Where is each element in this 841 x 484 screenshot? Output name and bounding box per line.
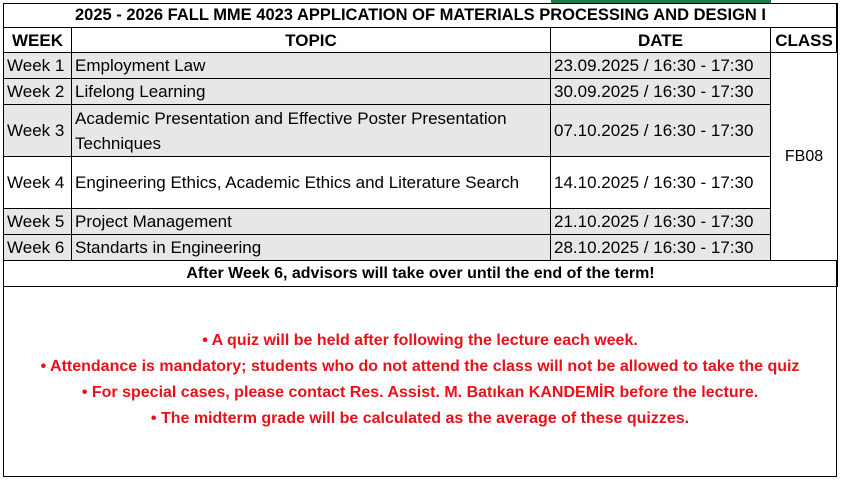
week-cell: Week 1 bbox=[4, 53, 72, 79]
week-cell: Week 3 bbox=[4, 105, 72, 157]
date-cell: 21.10.2025 / 16:30 - 17:30 bbox=[551, 209, 771, 235]
topic-cell: Academic Presentation and Effective Poster Presentation Techniques bbox=[72, 105, 551, 157]
table-row bbox=[4, 209, 838, 235]
topic-cell: Standarts in Engineering bbox=[72, 235, 551, 261]
note-line: • For special cases, please contact Res. Assist. M. Batıkan KANDEMİR before the lecture. bbox=[81, 384, 759, 401]
date-cell: 28.10.2025 / 16:30 - 17:30 bbox=[551, 235, 771, 261]
header-date: DATE bbox=[551, 28, 771, 53]
topic-cell: Employment Law bbox=[72, 53, 551, 79]
table-row bbox=[4, 79, 838, 105]
table-row bbox=[4, 157, 838, 209]
schedule-table bbox=[3, 3, 838, 287]
topic-cell: Lifelong Learning bbox=[72, 79, 551, 105]
date-cell: 14.10.2025 / 16:30 - 17:30 bbox=[551, 157, 771, 209]
page-title: 2025 - 2026 FALL MME 4023 APPLICATION OF MATERIALS PROCESSING AND DESIGN I bbox=[4, 4, 838, 28]
notes-block bbox=[4, 328, 836, 432]
topic-cell: Engineering Ethics, Academic Ethics and Literature Search bbox=[72, 157, 551, 209]
date-cell: 30.09.2025 / 16:30 - 17:30 bbox=[551, 79, 771, 105]
class-cell: FB08 bbox=[771, 53, 838, 261]
note-line: • Attendance is mandatory; students who do not attend the class will not be allowed to take the quiz bbox=[40, 358, 800, 375]
date-cell: 23.09.2025 / 16:30 - 17:30 bbox=[551, 53, 771, 79]
week-cell: Week 6 bbox=[4, 235, 72, 261]
week-cell: Week 4 bbox=[4, 157, 72, 209]
table-row bbox=[4, 105, 838, 157]
date-cell: 07.10.2025 / 16:30 - 17:30 bbox=[551, 105, 771, 157]
note-line: • The midterm grade will be calculated as the average of these quizzes. bbox=[150, 410, 690, 427]
week-cell: Week 5 bbox=[4, 209, 72, 235]
header-class: CLASS bbox=[771, 28, 838, 53]
advisor-note: After Week 6, advisors will take over until the end of the term! bbox=[4, 261, 838, 287]
topic-cell: Project Management bbox=[72, 209, 551, 235]
note-line: • A quiz will be held after following the lecture each week. bbox=[202, 332, 638, 349]
table-row bbox=[4, 53, 838, 79]
table-row bbox=[4, 235, 838, 261]
header-week: WEEK bbox=[4, 28, 72, 53]
header-topic: TOPIC bbox=[72, 28, 551, 53]
week-cell: Week 2 bbox=[4, 79, 72, 105]
